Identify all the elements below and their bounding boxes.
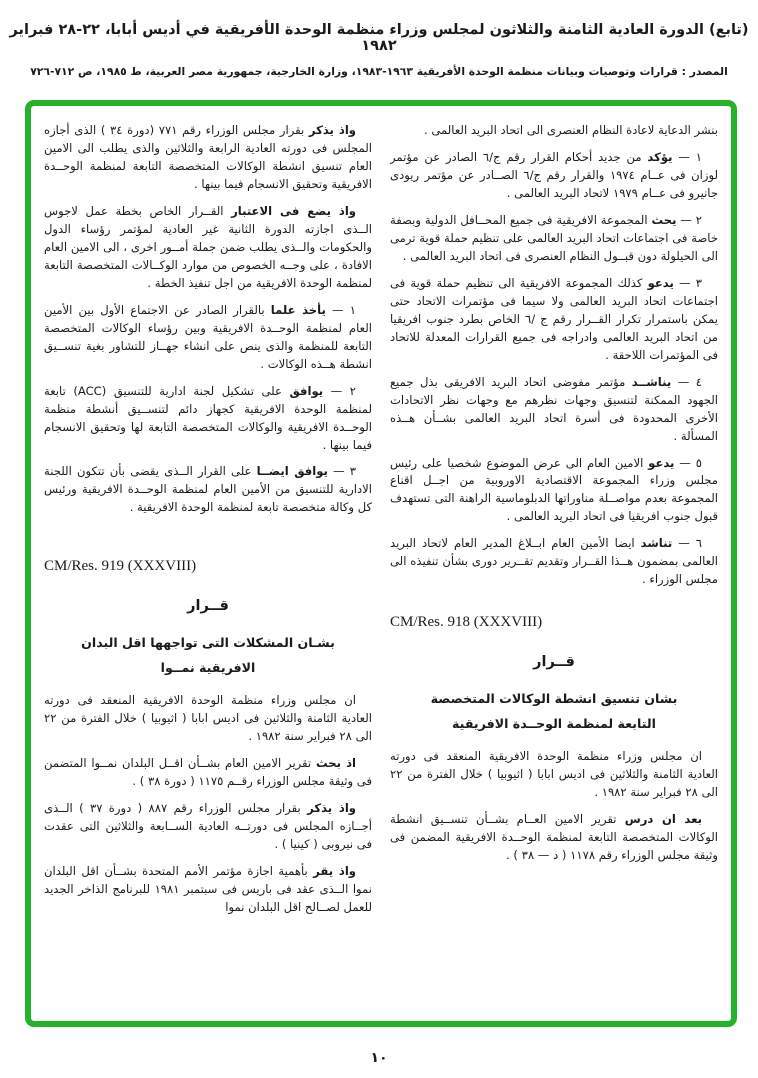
resolution-number: CM/Res. 918 (XXXVIII) [390, 614, 543, 631]
paragraph-text: المجموعة الافريقية فى جميع المحــافل الدولية وبصفة خاصة فى اجتماعات اتحاد البريد العالمى على تنظيم حملة قوية ترمى الى الحيلولة دون قبــول النظام العنصرى فى اتحاد البريد العالمى . [390, 212, 718, 263]
paragraph-lead: تناشد [640, 536, 673, 551]
paragraph-text: ان مجلس وزراء منظمة الوحدة الافريقية المنعقد فى دورته العادية الثامنة والثلاثين فى اديس ابابا ( اثيوبيا ) خلال الفترة من ٢٢ الى ٢٨ فبراير سنة ١٩٨٢ . [390, 749, 718, 800]
paragraph [44, 203, 372, 293]
paragraph-text: كذلك المجموعة الافريقية الى تنظيم حملة قوية فى اجتماعات اتحاد البريد العالمى ولا سيما فى مؤتمرات الاتحاد حتى يمكن باستمرار تكرار القــرار رقم ج /٦ الخاص بطرد جنوب افريقيا من اتحاد البريد العالمى وادراجه فى جميع القرارات المعدلة للاتحاد فى المؤتمرات اللاحقة . [390, 275, 718, 362]
page-header [0, 0, 758, 78]
resolution-heading: قــرار [187, 597, 229, 614]
green-border-content-box [25, 100, 737, 1027]
paragraph-number: ٣ — [679, 275, 702, 290]
paragraph-text: من جديد أحكام القرار رقم ج/٦ الصادر عن مؤتمر لوزان فى عــام ١٩٧٤ والقرار رقم ج/٦ الصــادر عن مؤتمر ريودى جانيرو فى عــام ١٩٧٩ لاتحاد البريد العالمى . [390, 149, 718, 200]
paragraph-lead: واذ يضع فى الاعتبار [231, 203, 357, 218]
paragraph-number: ١ — [332, 302, 357, 317]
paragraph-number: ٥ — [679, 455, 702, 470]
paragraph-lead: يدعو [648, 455, 675, 470]
paragraph-lead: يؤكد [647, 149, 673, 164]
paragraph-number: ٦ — [678, 536, 703, 551]
paragraph-text: بقرار مجلس الوزراء رقم ٨٨٧ ( دورة ٣٧ ) الــذى أجــازه المجلس فى دورتــه العادية الســابعة والثلاثين التى عقدت فى نيروبى ( كينيا ) . [44, 801, 372, 851]
header-title: (تابع) الدورة العادية الثامنة والثلاثون لمجلس وزراء منظمة الوحدة الأفريقية في أديس أبابا، ٢٢-٢٨ فبراير ١٩٨٢ [9, 22, 749, 54]
paragraph-lead: يأخذ علما [270, 302, 326, 317]
resolution-number: CM/Res. 919 (XXXVIII) [44, 558, 197, 575]
column-left [44, 122, 372, 1011]
paragraph [44, 383, 372, 455]
paragraph-text: مؤتمر مفوضى اتحاد البريد الافريقى بذل جميع الجهود الممكنة لتنسيق وجهات نظرهم مع وجهات نظر الاتحادات الأخرى المحدودة فى أسرة اتحاد البريد العالمى بشــأن هــذه المسألة . [390, 374, 718, 443]
paragraph-number: ١ — [678, 149, 703, 164]
paragraph-number: ٣ — [333, 464, 356, 479]
page-number: ١٠ [370, 1050, 388, 1066]
resolution-subtitle [44, 631, 372, 680]
paragraph [390, 748, 718, 802]
paragraph [44, 863, 372, 917]
paragraph-text: القــرار الخاص بخطة عمل لاجوس الــذى اجازته الدورة الثانية غير العادية لمؤتمر رؤساء الدول والحكومات والــذى يطلب ضمن جملة أمــور اخرى ، الى الامين العام الافادة ، على وجــه الخصوص من موارد الوكــالات المتخصصة التابعة لمنظمة الوحدة الافريقية من اجل تنفيذ الخطة . [44, 203, 372, 290]
paragraph-text: بقرار مجلس الوزراء رقم ٧٧١ (دورة ٣٤ ) الذى أجازه المجلس فى دورته العادية الرابعة والثلاثين والذى يطلب الى الامين العام تنسيق انشطة الوكالات المتخصصة التابعة لمنظمة الوحــدة الافريقية وتحقيق الانسجام فيما بينها . [44, 123, 372, 191]
paragraph-text: ان مجلس وزراء منظمة الوحدة الافريقية المنعقد فى دورته العادية الثامنة والثلاثين فى اديس ابابا ( اثيوبيا ) خلال الفترة من ٢٢ الى ٢٨ فبراير سنة ١٩٨٢ . [44, 693, 372, 744]
resolution-subtitle-line2: التابعة لمنظمة الوحــدة الافريقية [452, 715, 656, 731]
paragraph-text: بالقرار الصادر عن الاجتماع الأول بين الأمين العام لمنظمة الوحــدة الافريقية وبين رؤساء الوكالات المتخصصة التابعة للمنظمة والذى ينص على انشاء جهــاز للتشاور بغية تنســيق انشطة هــذه الوكالات . [44, 302, 372, 371]
paragraph-number: ٢ — [680, 212, 702, 227]
paragraph [390, 455, 718, 527]
paragraph [44, 122, 372, 194]
paragraph-lead: بعد ان درس [624, 812, 702, 826]
paragraph-number: ٤ — [677, 374, 702, 389]
resolution-subtitle [390, 687, 718, 736]
paragraph [390, 149, 718, 203]
paragraph-lead: واذ يقر [313, 863, 357, 878]
paragraph-text: تقرير الامين العــام بشــأن تنســيق انشطة الوكالات المتخصصة التابعة لمنظمة الوحــدة الافريقية المضمن فى وثيقة مجلس الوزراء رقم ١١٧٨ ( د — ٣٨ ) . [390, 812, 718, 862]
header-source: المصدر : قرارات وتوصيات وبيانات منظمة الوحدة الأفريقية ١٩٦٣-١٩٨٣، وزارة الخارجية، جمهورية مصر العربية، ط ١٩٨٥، ص ٧١٢-٧٢٦ [30, 65, 728, 78]
paragraph [44, 755, 372, 791]
paragraph-text: الامين العام الى عرض الموضوع شخصيا على رئيس مجلس وزراء المجموعة الاقتصادية الاوروبية من اجــل اقناع المجموعة بعدم مواصــلة مناوراتها الدبلوماسية الراهنة التى تستهدف قبول جنوب افريقيا فى اتحاد البريد العالمى . [390, 455, 718, 524]
paragraph-lead: يوافق [289, 383, 324, 398]
paragraph-lead: واذ يذكر [308, 123, 357, 137]
resolution-subtitle-line2: الافريقية نمــوا [160, 659, 256, 675]
paragraph-text: بأهمية اجازة مؤتمر الأمم المتحدة بشــأن اقل البلدان نموا الــذى عقد فى باريس فى سبتمبر ١٩٨١ للبرنامج الذاخر الجديد للعمل لصــالح اقل البلدان نموا [44, 863, 372, 914]
resolution-subtitle-line1: بشـان المشكلات التى تواجهها اقل البدان [81, 635, 335, 651]
resolution-subtitle-line1: بشان تنسيق انشطة الوكالات المتخصصة [430, 691, 678, 706]
paragraph [390, 275, 718, 365]
paragraph [44, 800, 372, 854]
paragraph-text: بنشر الدعاية لاعادة النظام العنصرى الى اتحاد البريد العالمى . [424, 123, 718, 137]
column-right [390, 122, 718, 1011]
paragraph-number: ٢ — [330, 383, 357, 398]
resolution-heading: قــرار [533, 653, 575, 670]
paragraph-text: ايضا الأمين العام ابــلاغ المدير العام لاتحاد البريد العالمى بمضمون هــذا القــرار وتقديم تقــرير دورى بشأن تنفيذه الى مجلس الوزراء . [390, 536, 718, 587]
paragraph-lead: يناشــد [631, 374, 672, 389]
paragraph-lead: يدعو [647, 275, 674, 290]
paragraph [390, 811, 718, 865]
paragraph-text: على تشكيل لجنة ادارية للتنسيق (ACC) تابعة لمنظمة الوحدة الافريقية كجهاز دائم لتنســيق أنشطة منظمة الوحــدة الافريقية والوكالات المتخصصة التابعة لها وتحقيق الانسجام فيما بينها . [44, 383, 372, 452]
paragraph [390, 122, 718, 140]
paragraph [390, 535, 718, 589]
paragraph [390, 212, 718, 266]
paragraph [390, 374, 718, 446]
paragraph-lead: اذ بحث [315, 756, 356, 771]
paragraph [44, 463, 372, 517]
paragraph-text: على القرار الــذى يقضى بأن تتكون اللجنة الادارية للتنسيق من الأمين العام لمنظمة الوحــدة الافريقية ورئيس كل وكالة متخصصة تابعة لمنظمة الوحدة الافريقية . [44, 464, 372, 515]
paragraph-lead: واذ يذكر [307, 801, 357, 816]
two-column-layout [44, 122, 718, 1011]
paragraph-text: تقرير الامين العام بشــأن اقــل البلدان نمــوا المتضمن فى وثيقة مجلس الوزراء رقــم ١١٧٥ ( دورة ٣٨ ) . [44, 756, 372, 789]
paragraph [44, 692, 372, 746]
paragraph-lead: يحث [651, 212, 677, 227]
paragraph [44, 302, 372, 374]
paragraph-lead: يوافق ايضــا [256, 464, 328, 479]
